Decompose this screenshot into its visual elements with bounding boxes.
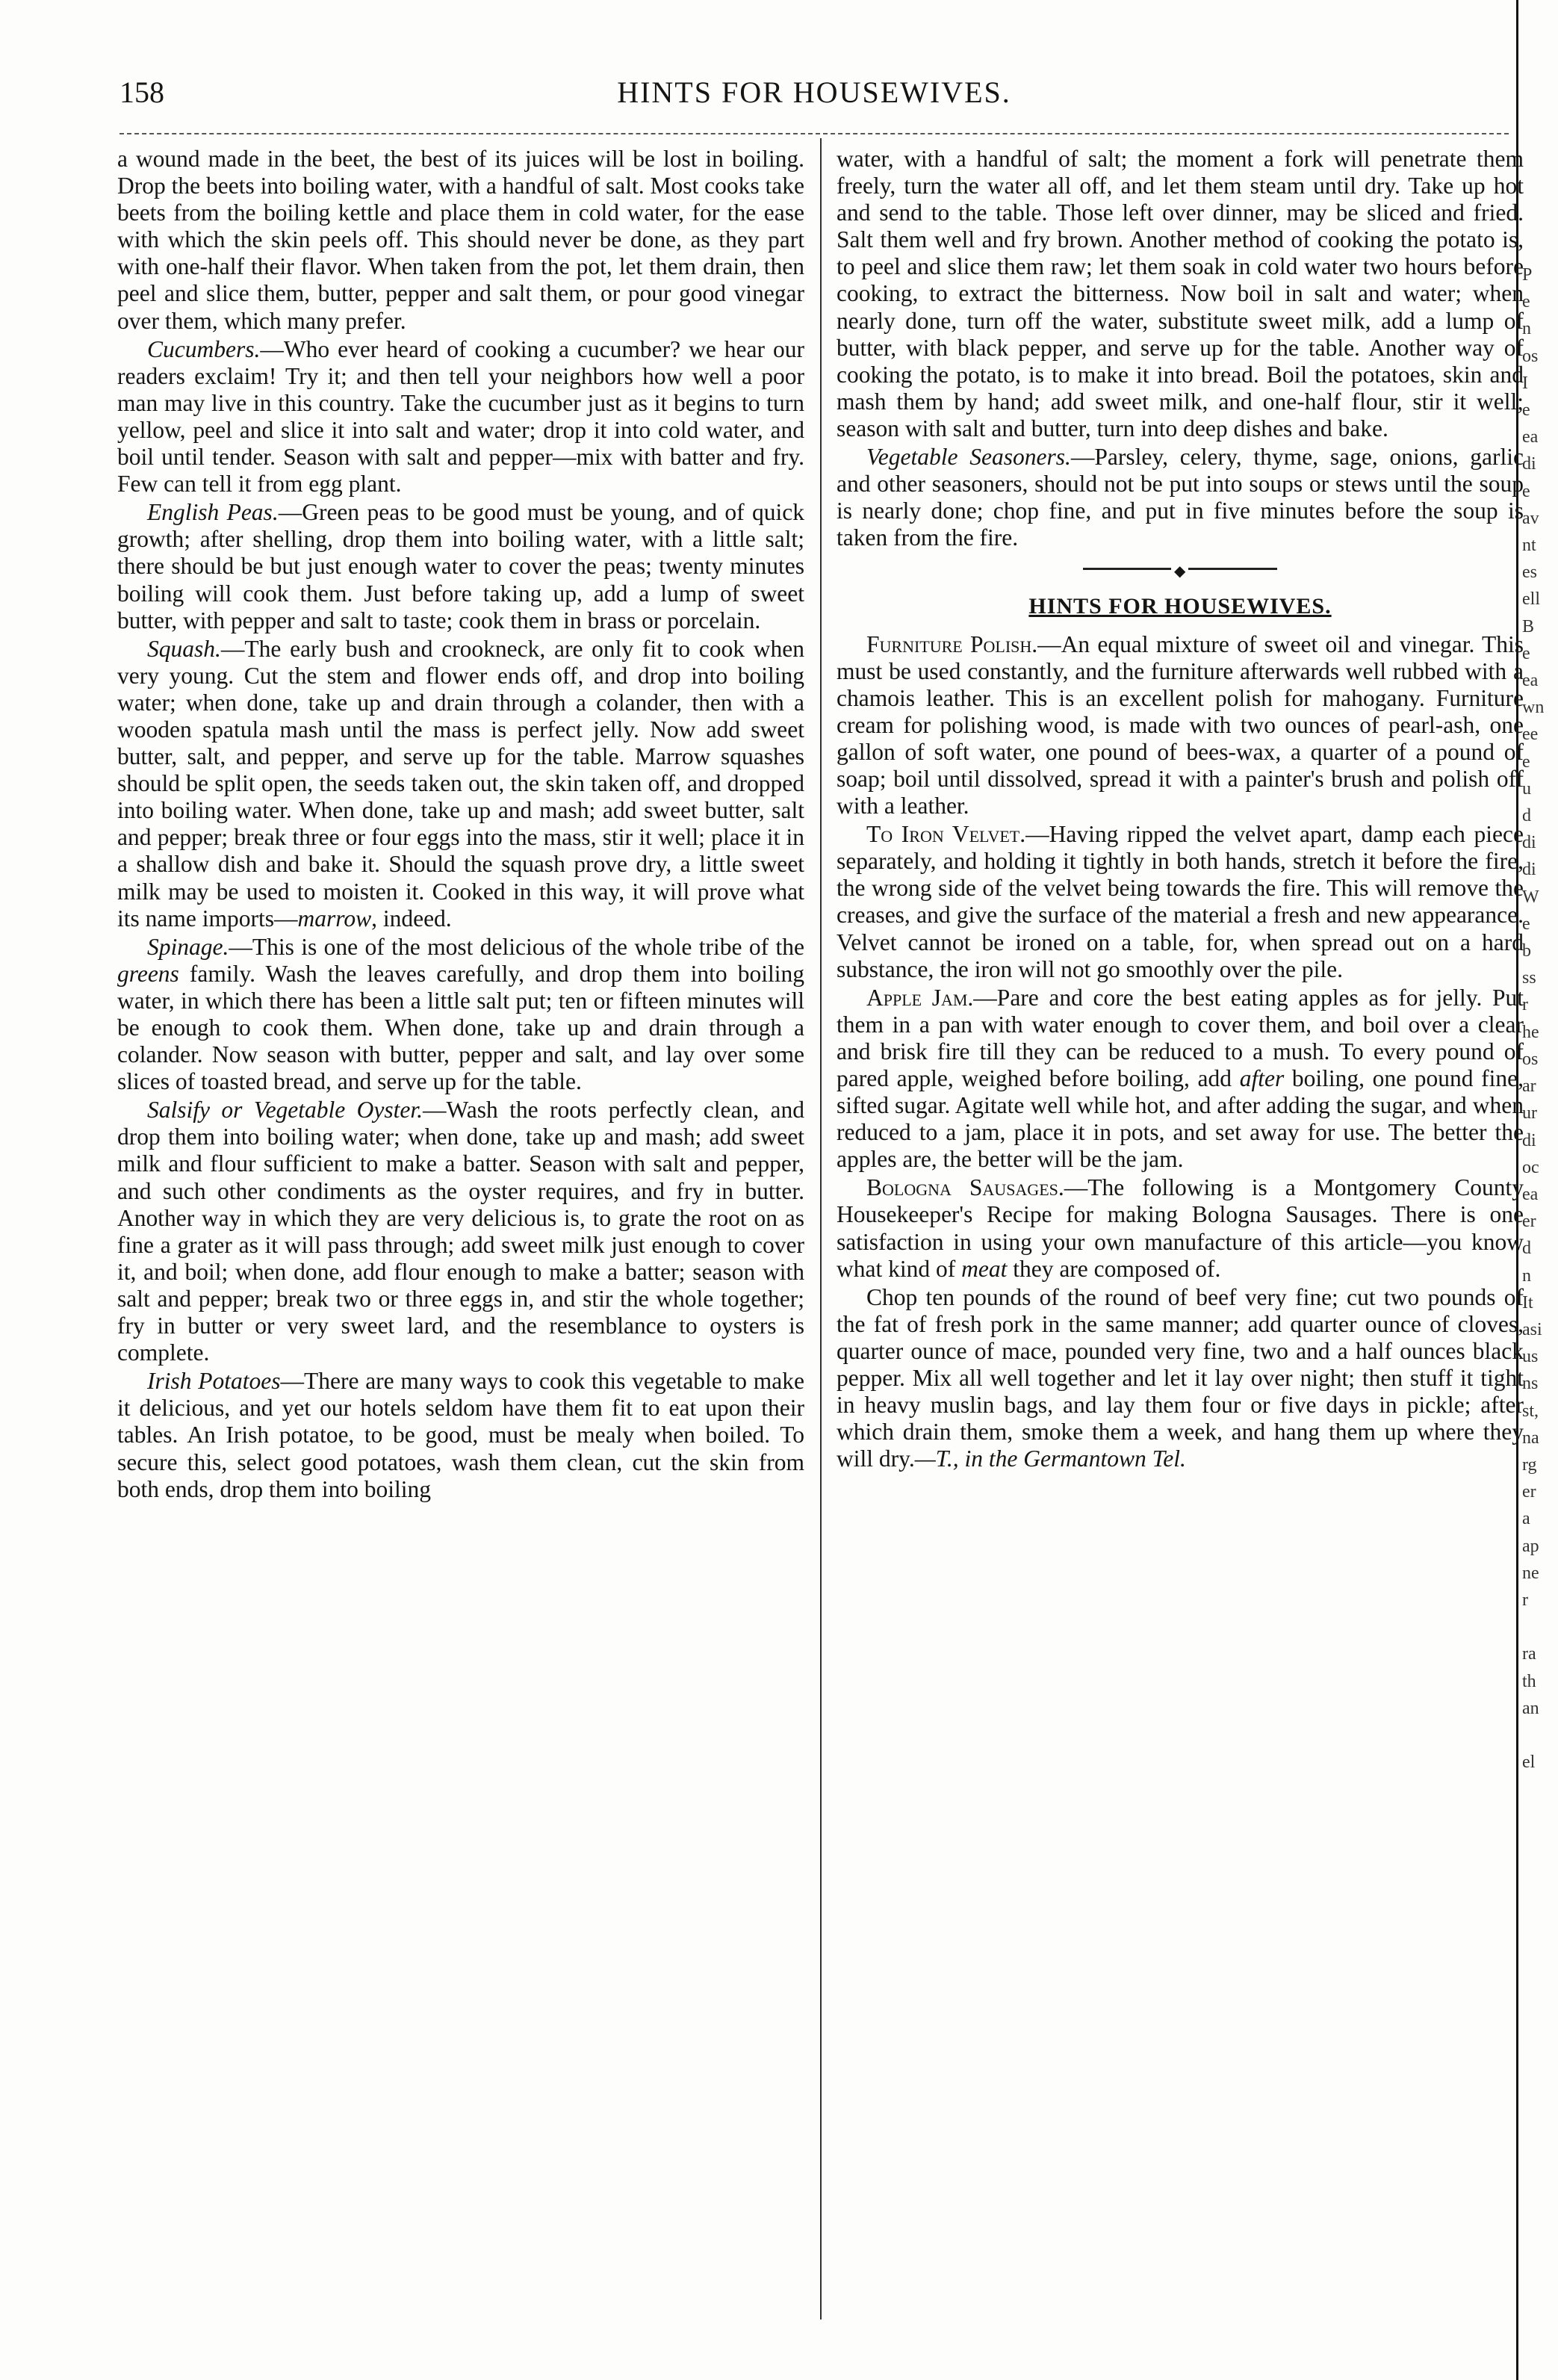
section-title: HINTS FOR HOUSEWIVES. bbox=[1028, 594, 1332, 619]
bleed-fragment: W bbox=[1522, 887, 1539, 907]
velvet-paragraph bbox=[837, 821, 1524, 983]
spinage-text: —This is one of the most delicious of the whole tribe of the bbox=[229, 933, 804, 960]
bleed-fragment: r bbox=[1522, 995, 1528, 1015]
bleed-fragment: ns bbox=[1522, 1374, 1539, 1394]
bleed-fragment: n bbox=[1522, 1265, 1531, 1286]
velvet-text: —Having ripped the velvet apart, damp each piece separately, and holding it tightly in both hands, stretch it before the fire, the wrong side of the velvet being towards the fire. This will remove the creases, and give the surface of the material a fresh and new appearance. Velvet cannot be ironed on a table, for, when spread out on a hard substance, the iron will not go smoothly over the pile. bbox=[837, 821, 1524, 982]
bleed-fragment: d bbox=[1522, 806, 1531, 826]
sausages-paragraph bbox=[837, 1174, 1524, 1282]
velvet-heading: To Iron Velvet. bbox=[866, 821, 1026, 848]
bleed-fragment: ur bbox=[1522, 1103, 1537, 1124]
salsify-text: —Wash the roots perfectly clean, and drop them into boiling water; when done, take up and mash; add sweet milk and flour sufficient to make a batter. Season with salt and pepper, and such other condiments as the oyster requires, and fry in butter. Another way in which they are very delicious is, to grate the root on as fine a grater as it will pass through; add sweet milk just enough to cover it, and boil; when done, add flour enough to make a batter; season with salt and pepper; break two or three eggs in, and stir the whole together; fry in butter or very sweet lard, and the resemblance to oysters is complete. bbox=[117, 1097, 804, 1366]
bleed-fragment: e bbox=[1522, 292, 1530, 312]
spinage-paragraph bbox=[117, 934, 804, 1096]
sausages-text: —The following is a Montgomery County Housekeeper's Recipe for making Bologna Sausages. There is one satisfaction in using your own manufacture of this article—you know what kind of bbox=[837, 1174, 1524, 1282]
cucumbers-heading: Cucumbers. bbox=[147, 335, 261, 362]
peas-heading: English Peas. bbox=[147, 499, 279, 526]
bleed-fragment: ap bbox=[1522, 1536, 1539, 1556]
bleed-fragment bbox=[1522, 1722, 1557, 1749]
adjacent-page-bleed bbox=[1522, 261, 1557, 1776]
cucumbers-paragraph bbox=[117, 336, 804, 498]
bleed-fragment: el bbox=[1522, 1753, 1536, 1773]
squash-text: —The early bush and crookneck, are only fit to cook when very young. Cut the stem and flower ends off, and drop into boiling water; when done, take up and drain through a colander, then with a wooden spatula mash until the mass is perfect jelly. Now add sweet butter, salt, and pepper, and serve up for the table. Marrow squashes should be split open, the seeds taken out, the skin taken off, and dropped into boiling water. When done, take up and mash; add sweet butter, salt and pepper; break three or four eggs into the mass, stir it well; place it in a shallow dish and bake it. Should the squash prove dry, a little sweet milk may be used to moisten it. Cooked in this way, it will prove what its name imports— bbox=[117, 635, 804, 932]
bleed-fragment: e bbox=[1522, 752, 1530, 772]
attribution: —T., in the Germantown Tel. bbox=[914, 1445, 1186, 1472]
column-divider bbox=[820, 138, 822, 2319]
bleed-fragment: ra bbox=[1522, 1644, 1536, 1664]
potatoes-heading: Irish Potatoes bbox=[147, 1368, 281, 1395]
potatoes-text: —There are many ways to cook this vegetable to make it delicious, and yet our hotels seldom have them fit to eat upon their tables. An Irish potatoe, to be good, must be mealy when boiled. To secure this, select good potatoes, wash them clean, cut the skin from both ends, drop them into boiling bbox=[117, 1368, 804, 1502]
bleed-fragment: d bbox=[1522, 1239, 1531, 1259]
bleed-fragment: wn bbox=[1522, 698, 1545, 718]
bleed-fragment: P bbox=[1522, 265, 1533, 285]
chop-paragraph bbox=[837, 1284, 1524, 1473]
squash-heading: Squash. bbox=[147, 635, 221, 662]
bleed-fragment: di bbox=[1522, 860, 1536, 880]
bleed-fragment: ea bbox=[1522, 427, 1539, 447]
peas-text: —Green peas to be good must be young, and of quick growth; after shelling, drop them into boiling water, with a little salt; there should be but just enough water to cover the peas; twenty minutes boiling will cook them. Just before taking up, add a lump of sweet butter, with pepper and salt to taste; cook them in brass or porcelain. bbox=[117, 499, 804, 633]
seasoners-heading: Vegetable Seasoners. bbox=[866, 444, 1071, 471]
bleed-fragment: I bbox=[1522, 373, 1528, 393]
bleed-fragment: ne bbox=[1522, 1563, 1539, 1583]
bleed-fragment: ea bbox=[1522, 1184, 1539, 1204]
bleed-fragment: ell bbox=[1522, 589, 1540, 610]
squash-paragraph bbox=[117, 636, 804, 932]
bleed-fragment: ar bbox=[1522, 1076, 1536, 1097]
sausages-emphasis: meat bbox=[961, 1255, 1008, 1282]
jam-heading: Apple Jam. bbox=[866, 984, 974, 1011]
potatoes-paragraph bbox=[117, 1368, 804, 1502]
bleed-fragment: av bbox=[1522, 508, 1539, 528]
bleed-fragment: n bbox=[1522, 319, 1531, 339]
bleed-fragment: na bbox=[1522, 1428, 1539, 1448]
chop-text: Chop ten pounds of the round of beef very fine; cut two pounds of the fat of fresh pork in the same manner; add quarter ounce of cloves, quarter ounce of mace, pounded very fine, two and a half ounces black pepper. Mix all well together and let it lay over night; then stuff it tight in heavy muslin bags, and lay them four or five days in pickle; after which drain them, smoke them a week, and hang them up where they will dry. bbox=[837, 1283, 1524, 1472]
bleed-fragment: ee bbox=[1522, 725, 1539, 745]
spinage-text-end: family. Wash the leaves carefully, and drop them into boiling water, in which there has been a little salt put; ten or fifteen minutes will be enough to cook them. When done, take up and drain through a colander. Now season with butter, pepper and salt, and lay over some slices of toasted bread, and serve up for the table. bbox=[117, 960, 804, 1095]
cucumbers-text: —Who ever heard of cooking a cucumber? we hear our readers exclaim! Try it; and then tell your neighbors how well a poor man may live in this country. Take the cucumber just as it begins to turn yellow, peel and slice it into salt and water; drop it into cold water, and boil until tender. Season with salt and pepper—mix with batter and fry. Few can tell it from egg plant. bbox=[117, 335, 804, 498]
bleed-fragment: he bbox=[1522, 1022, 1539, 1042]
bleed-fragment: os bbox=[1522, 346, 1539, 366]
peas-paragraph bbox=[117, 499, 804, 633]
bleed-fragment: e bbox=[1522, 400, 1530, 421]
bleed-fragment: di bbox=[1522, 454, 1536, 474]
bleed-fragment: us bbox=[1522, 1347, 1539, 1367]
seasoners-paragraph bbox=[837, 444, 1524, 551]
spinage-emphasis: greens bbox=[117, 960, 179, 987]
sausages-text-end: they are composed of. bbox=[1007, 1255, 1221, 1282]
beet-continuation: a wound made in the beet, the best of its juices will be lost in boiling. Drop the beets into boiling water, with a handful of salt. Most cooks take beets from the boiling kettle and place them in cold water, for the ease with which the skin peels off. This should never be done, as they part with one-half their flavor. When taken from the pot, let them drain, then peel and slice them, butter, pepper and salt them, or pour good vinegar over them, which many prefer. bbox=[117, 146, 804, 334]
header-rule bbox=[120, 133, 1509, 134]
bleed-fragment bbox=[1522, 1614, 1557, 1640]
bleed-fragment: oc bbox=[1522, 1157, 1539, 1177]
salsify-heading: Salsify or Vegetable Oyster. bbox=[147, 1097, 423, 1124]
bleed-fragment: es bbox=[1522, 563, 1537, 583]
bleed-fragment: rg bbox=[1522, 1454, 1537, 1475]
jam-paragraph bbox=[837, 985, 1524, 1174]
left-column bbox=[117, 146, 804, 1503]
ornament-rule bbox=[1083, 568, 1277, 570]
bleed-fragment: os bbox=[1522, 1049, 1539, 1069]
bleed-fragment: B bbox=[1522, 616, 1535, 636]
bleed-fragment: an bbox=[1522, 1698, 1539, 1718]
bleed-fragment: ss bbox=[1522, 968, 1536, 988]
jam-text: —Pare and core the best eating apples as for jelly. Put them in a pan with water enough to cover them, and boil over a clear and brisk fire till they can be reduced to a mush. To every pound of pared apple, weighed before boiling, add bbox=[837, 984, 1524, 1091]
bleed-fragment: er bbox=[1522, 1212, 1536, 1232]
section-header bbox=[837, 568, 1524, 620]
bleed-fragment: b bbox=[1522, 941, 1531, 961]
bleed-fragment: It bbox=[1522, 1292, 1533, 1313]
jam-text-end: boiling, one pound fine, sifted sugar. Agitate well while hot, and after adding the sugar, and when reduced to a jam, place it in pots, and set away for use. The better the apples are, the better will be the jam. bbox=[837, 1065, 1524, 1173]
spinage-heading: Spinage. bbox=[147, 933, 229, 960]
squash-text-end: , indeed. bbox=[371, 905, 452, 932]
bleed-fragment: a bbox=[1522, 1509, 1530, 1529]
bleed-fragment: e bbox=[1522, 914, 1530, 934]
right-column bbox=[837, 146, 1524, 1472]
bleed-fragment: er bbox=[1522, 1482, 1536, 1502]
bleed-fragment: di bbox=[1522, 833, 1536, 853]
jam-emphasis: after bbox=[1239, 1065, 1285, 1091]
polish-text: —An equal mixture of sweet oil and vinegar. This must be used constantly, and the furniture afterwards well rubbed with a chamois leather. This is an excellent polish for mahogany. Furniture cream for polishing wood, is made with two ounces of pearl-ash, one gallon of soft water, one pound of bees-wax, a quarter of a pound of soap; boil until dissolved, spread it with a painter's brush and polish off with a leather. bbox=[837, 630, 1524, 819]
seasoners-text: —Parsley, celery, thyme, sage, onions, garlic and other seasoners, should not be put into soups or stews until the soup is nearly done; chop fine, and put in five minutes before the soup is taken from the fire. bbox=[837, 444, 1524, 551]
bleed-fragment: e bbox=[1522, 643, 1530, 663]
page-header bbox=[120, 75, 1509, 120]
running-title: HINTS FOR HOUSEWIVES. bbox=[617, 75, 1011, 109]
sausages-heading: Bologna Sausages. bbox=[866, 1174, 1064, 1201]
bleed-fragment: di bbox=[1522, 1130, 1536, 1150]
bleed-fragment: ea bbox=[1522, 671, 1539, 691]
page-number: 158 bbox=[120, 75, 164, 109]
bleed-fragment: asi bbox=[1522, 1319, 1542, 1339]
polish-paragraph bbox=[837, 631, 1524, 820]
bleed-fragment: e bbox=[1522, 481, 1530, 501]
bleed-fragment: nt bbox=[1522, 536, 1536, 556]
bleed-fragment: th bbox=[1522, 1671, 1536, 1691]
potatoes-continuation: water, with a handful of salt; the moment a fork will penetrate them freely, turn the water all off, and let them steam until dry. Take up hot and send to the table. Those left over dinner, may be sliced and fried. Salt them well and fry brown. Another method of cooking the potato is, to peel and slice them raw; let them soak in cold water two hours before cooking, to extract the bitterness. Now boil in salt and water; when nearly done, turn off the water, substitute sweet milk, add a lump of butter, with black pepper, and serve up for the table. Another way of cooking the potato, is to make it into bread. Boil the potatoes, skin and mash them by hand; add sweet milk, and one-half flour, stir it well; season with salt and butter, turn into deep dishes and bake. bbox=[837, 146, 1524, 441]
bleed-fragment: st, bbox=[1522, 1401, 1539, 1421]
bleed-fragment: u bbox=[1522, 778, 1531, 799]
polish-heading: Furniture Polish. bbox=[866, 630, 1038, 657]
salsify-paragraph bbox=[117, 1097, 804, 1366]
bleed-fragment: r bbox=[1522, 1590, 1528, 1610]
squash-emphasis: marrow bbox=[297, 905, 372, 932]
